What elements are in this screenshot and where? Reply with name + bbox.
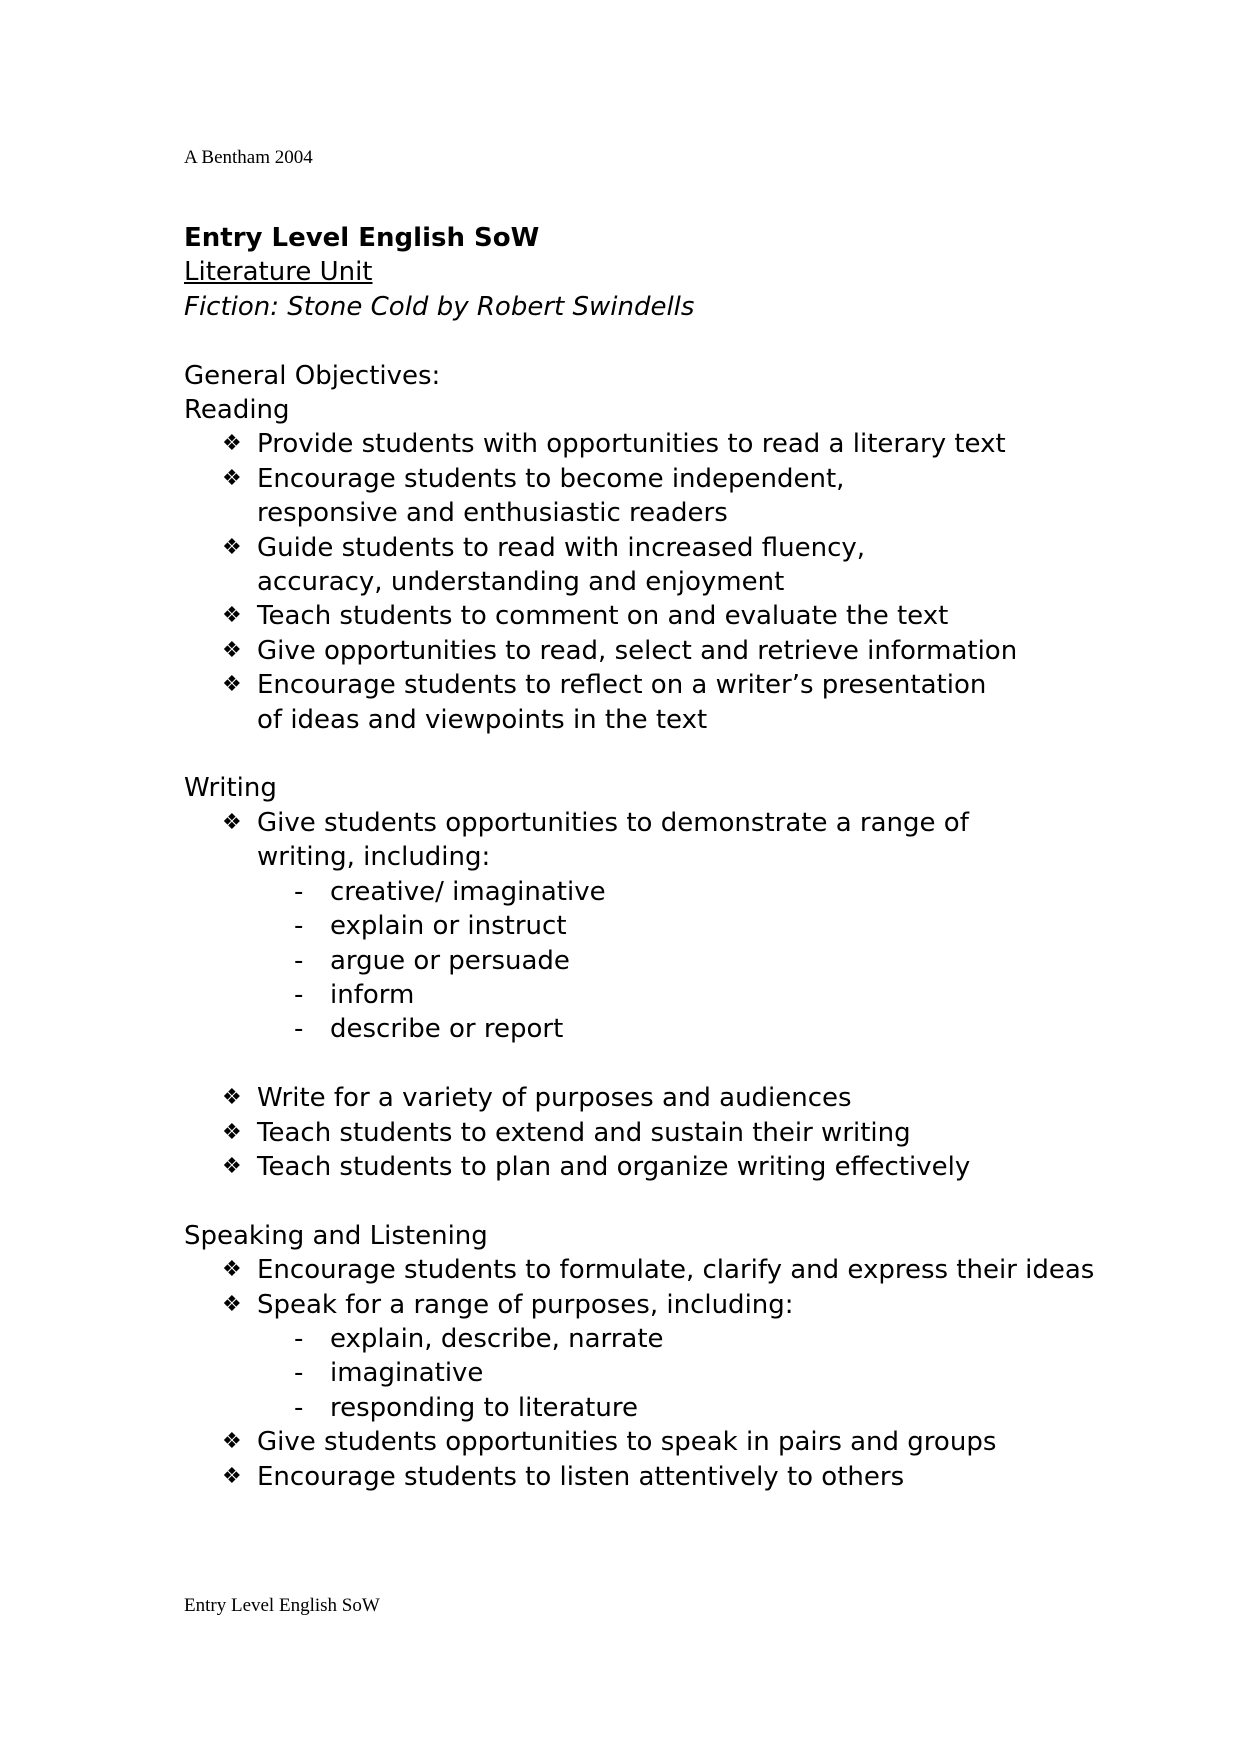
list-item bbox=[184, 427, 1144, 461]
spacer bbox=[184, 324, 1144, 358]
sub-list-item bbox=[184, 875, 1144, 909]
diamond-bullet-icon: ❖ bbox=[222, 465, 242, 491]
dash-bullet-icon: - bbox=[294, 1358, 304, 1389]
diamond-bullet-icon: ❖ bbox=[222, 1291, 242, 1317]
fiction-title: Fiction: Stone Cold by Robert Swindells bbox=[184, 291, 695, 322]
list-item bbox=[184, 668, 1144, 737]
list-item bbox=[184, 1288, 1144, 1322]
page-header: A Bentham 2004 bbox=[184, 147, 313, 168]
unit-title: Literature Unit bbox=[184, 257, 373, 288]
reading-heading: Reading bbox=[184, 395, 290, 426]
list-item bbox=[184, 634, 1144, 668]
diamond-bullet-icon: ❖ bbox=[222, 672, 242, 698]
diamond-bullet-icon: ❖ bbox=[222, 603, 242, 629]
sub-list-item-text: explain or instruct bbox=[330, 911, 567, 942]
list-item bbox=[184, 599, 1144, 633]
writing-sub-list bbox=[184, 875, 1144, 1047]
objectives-heading: General Objectives: bbox=[184, 360, 441, 391]
sub-list-item-text: inform bbox=[330, 979, 415, 1010]
list-item-text: Provide students with opportunities to read a literary text bbox=[257, 429, 1006, 460]
list-item-text: Teach students to comment on and evaluate the text bbox=[257, 601, 949, 632]
list-item bbox=[184, 806, 1144, 875]
sub-list-item-text: argue or persuade bbox=[330, 945, 570, 976]
sub-list-item bbox=[184, 1012, 1144, 1046]
list-item-text: Encourage students to formulate, clarify and express their ideas bbox=[257, 1255, 1095, 1286]
list-item bbox=[184, 1253, 1144, 1287]
list-item-text: Guide students to read with increased fluency, accuracy, understanding and enjoyment bbox=[257, 532, 866, 598]
list-item bbox=[184, 1116, 1144, 1150]
list-item-text: Encourage students to listen attentively to others bbox=[257, 1461, 905, 1492]
diamond-bullet-icon: ❖ bbox=[222, 1153, 242, 1179]
dash-bullet-icon: - bbox=[294, 911, 304, 942]
writing-section bbox=[184, 771, 1144, 1184]
speaking-list bbox=[184, 1253, 1144, 1322]
list-item-text: Encourage students to reflect on a writer’s presentation of ideas and viewpoints in the text bbox=[257, 670, 987, 735]
sub-list-item bbox=[184, 978, 1144, 1012]
spacer bbox=[184, 1184, 1144, 1218]
sub-list-item-text: describe or report bbox=[330, 1014, 564, 1045]
document-title: Entry Level English SoW bbox=[184, 223, 540, 253]
dash-bullet-icon: - bbox=[294, 1014, 304, 1045]
document-body bbox=[184, 221, 1144, 1494]
sub-list-item-text: explain, describe, narrate bbox=[330, 1323, 664, 1354]
sub-list-item bbox=[184, 944, 1144, 978]
writing-list-2 bbox=[184, 1081, 1144, 1184]
list-item-text: Give opportunities to read, select and retrieve information bbox=[257, 635, 1018, 666]
list-item bbox=[184, 1150, 1144, 1184]
diamond-bullet-icon: ❖ bbox=[222, 809, 242, 835]
list-item bbox=[184, 1425, 1144, 1459]
list-item-text: Encourage students to become independent, responsive and enthusiastic readers bbox=[257, 463, 845, 529]
spacer bbox=[184, 737, 1144, 771]
list-item-text: Speak for a range of purposes, including: bbox=[257, 1289, 794, 1320]
sub-list-item bbox=[184, 1391, 1144, 1425]
list-item bbox=[184, 1081, 1144, 1115]
list-item-text: Give students opportunities to demonstrate a range of writing, including: bbox=[257, 807, 969, 873]
list-item bbox=[184, 531, 1144, 600]
sub-list-item-text: responding to literature bbox=[330, 1392, 638, 1423]
page-footer: Entry Level English SoW bbox=[184, 1595, 380, 1616]
reading-list bbox=[184, 427, 1144, 737]
list-item bbox=[184, 1460, 1144, 1494]
writing-heading: Writing bbox=[184, 773, 277, 804]
list-item-text: Teach students to plan and organize writing effectively bbox=[257, 1151, 971, 1182]
dash-bullet-icon: - bbox=[294, 945, 304, 976]
sub-list-item-text: imaginative bbox=[330, 1358, 484, 1389]
writing-list bbox=[184, 806, 1144, 875]
sub-list-item-text: creative/ imaginative bbox=[330, 876, 606, 907]
dash-bullet-icon: - bbox=[294, 876, 304, 907]
sub-list-item bbox=[184, 1322, 1144, 1356]
dash-bullet-icon: - bbox=[294, 979, 304, 1010]
sub-list-item bbox=[184, 1356, 1144, 1390]
diamond-bullet-icon: ❖ bbox=[222, 1257, 242, 1283]
list-item-text: Write for a variety of purposes and audiences bbox=[257, 1083, 852, 1114]
speaking-heading: Speaking and Listening bbox=[184, 1220, 488, 1251]
diamond-bullet-icon: ❖ bbox=[222, 637, 242, 663]
sub-list-item bbox=[184, 909, 1144, 943]
dash-bullet-icon: - bbox=[294, 1392, 304, 1423]
diamond-bullet-icon: ❖ bbox=[222, 1429, 242, 1455]
list-item-text: Give students opportunities to speak in pairs and groups bbox=[257, 1427, 997, 1458]
diamond-bullet-icon: ❖ bbox=[222, 431, 242, 457]
diamond-bullet-icon: ❖ bbox=[222, 1085, 242, 1111]
diamond-bullet-icon: ❖ bbox=[222, 1119, 242, 1145]
dash-bullet-icon: - bbox=[294, 1323, 304, 1354]
reading-section bbox=[184, 393, 1144, 737]
diamond-bullet-icon: ❖ bbox=[222, 534, 242, 560]
list-item bbox=[184, 462, 877, 531]
speaking-section bbox=[184, 1219, 1144, 1494]
diamond-bullet-icon: ❖ bbox=[222, 1463, 242, 1489]
speaking-sub-list bbox=[184, 1322, 1144, 1425]
speaking-list-2 bbox=[184, 1425, 1144, 1494]
spacer bbox=[184, 1047, 1144, 1081]
list-item-text: Teach students to extend and sustain their writing bbox=[257, 1117, 911, 1148]
